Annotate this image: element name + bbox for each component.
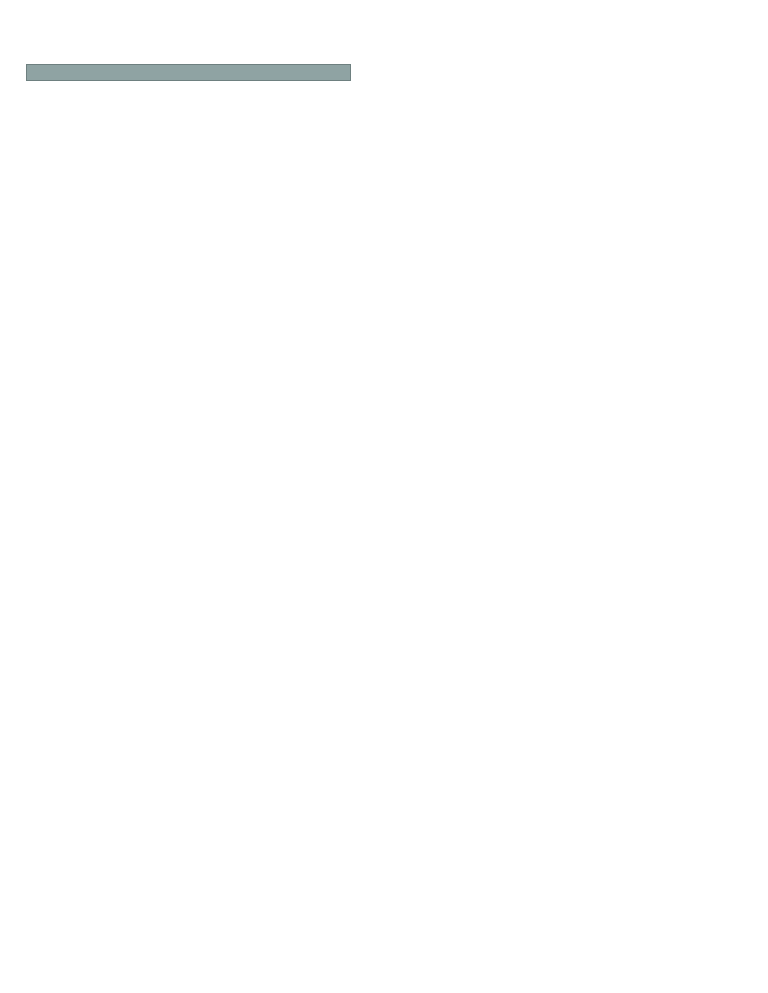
part-a-heading-bar — [26, 64, 351, 81]
